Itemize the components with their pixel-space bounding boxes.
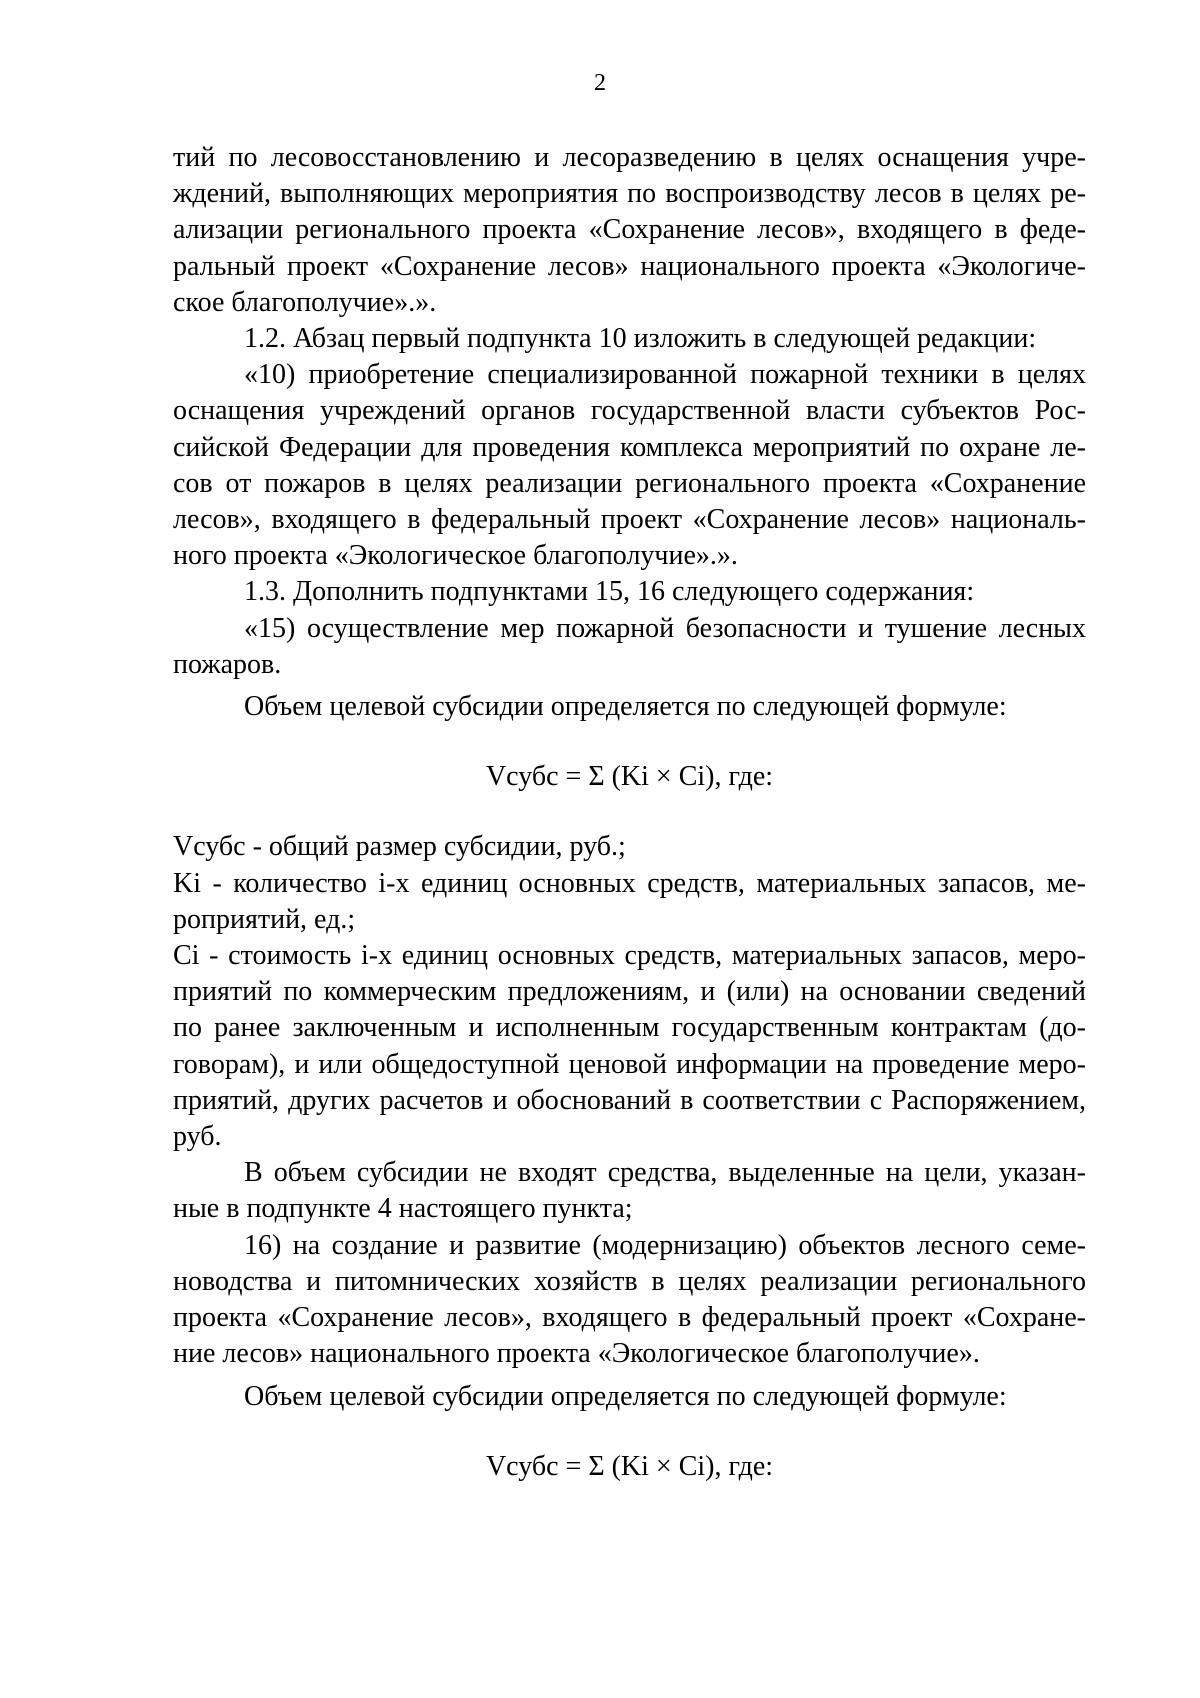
paragraph-item-1-3: 1.3. Дополнить подпунктами 15, 16 следующего содержания:: [244, 576, 975, 608]
formula-2: Vсубс = Σ (Ki × Ci), где:: [485, 1450, 774, 1482]
paragraph-subitem-15: «15) осуществление мер пожарной безопасности и тушение лесных пожаров.: [173, 612, 1086, 680]
document-body: [173, 140, 1086, 1485]
page-number: 2: [594, 70, 606, 96]
definition-ki: Ki - количество i-х единиц основных средств, материальных запасов, мероприятий, ед.;: [173, 867, 1086, 935]
paragraph-subitem-10: «10) приобретение специализированной пожарной техники в целях оснащения учреждений органов государственной власти субъектов Российской Федерации для проведения комплекса мероприятий по охране лесов от пожаров в целях реализации регионального проекта «Сохранение лесов», входящего в федеральный проект «Сохранение лесов» национального проекта «Экологическое благополучие».».: [173, 359, 1086, 572]
definition-ci: Ci - стоимость i-х единиц основных средств, материальных запасов, мероприятий по коммерческим предложениям, и (или) на основании сведений по ранее заключенным и исполненным государственным контрактам (договорам), и или общедоступной ценовой информации на проведение мероприятий, других расчетов и обоснований в соответствии с Распоряжением, руб.: [173, 940, 1086, 1153]
definition-vsubs: Vсубс - общий размер субсидии, руб.;: [173, 831, 626, 863]
paragraph-continuation: тий по лесовосстановлению и лесоразведению в целях оснащения учреждений, выполняющих мероприятия по воспроизводству лесов в целях реализации регионального проекта «Сохранение лесов», входящего в федеральный проект «Сохранение лесов» национального проекта «Экологическое благополучие».».: [173, 142, 1086, 318]
paragraph-formula-intro: Объем целевой субсидии определяется по следующей формуле:: [244, 691, 1007, 723]
paragraph-formula-intro-2: Объем целевой субсидии определяется по следующей формуле:: [244, 1380, 1007, 1412]
paragraph-exclusion: В объем субсидии не входят средства, выделенные на цели, указанные в подпункте 4 настоящего пункта;: [173, 1157, 1086, 1225]
paragraph-item-1-2: 1.2. Абзац первый подпункта 10 изложить в следующей редакции:: [244, 323, 1037, 355]
formula-1: Vсубс = Σ (Ki × Ci), где:: [485, 761, 774, 793]
paragraph-subitem-16: 16) на создание и развитие (модернизацию) объектов лесного семеноводства и питомнических хозяйств в целях реализации регионального проекта «Сохранение лесов», входящего в федеральный проект «Сохранение лесов» национального проекта «Экологическое благополучие».: [173, 1229, 1086, 1370]
